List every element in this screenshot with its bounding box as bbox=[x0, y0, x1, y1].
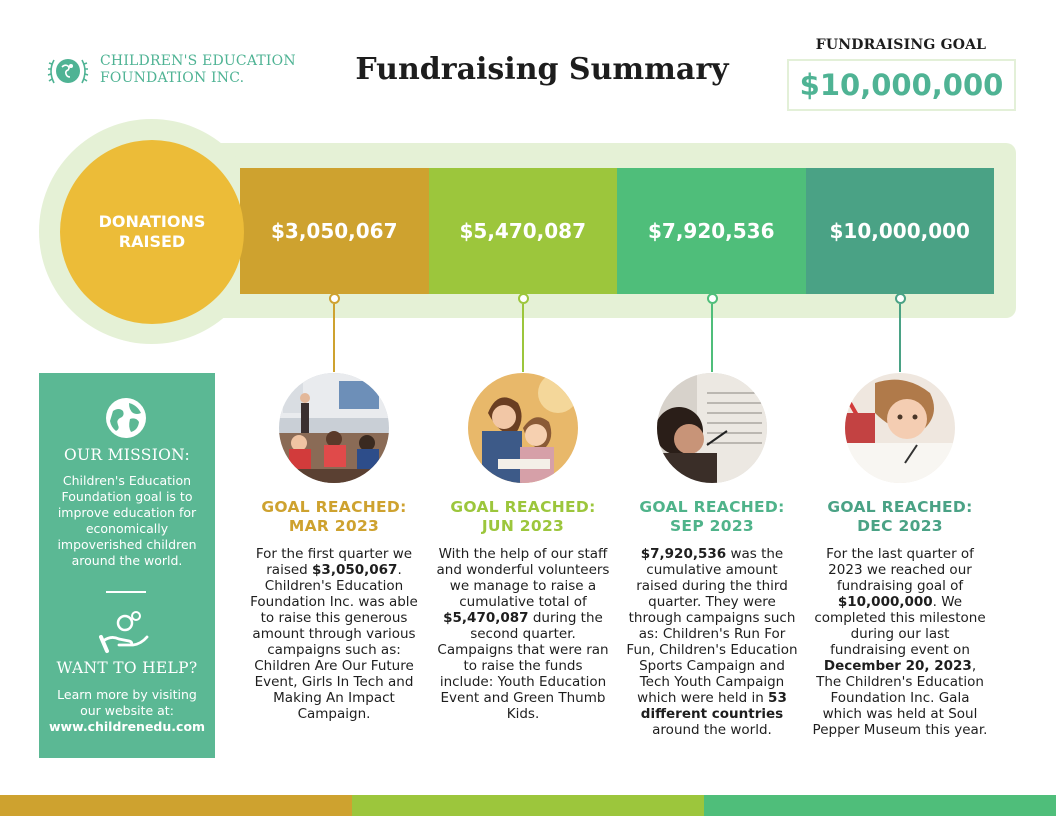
mission-text: Children's Education Foundation goal is to improve education for economically impoverished children around the world. bbox=[57, 473, 197, 568]
connector-dot-q4 bbox=[895, 293, 906, 304]
milestone-q3-title-line1: GOAL REACHED: bbox=[639, 498, 785, 516]
milestone-q4-description bbox=[812, 546, 988, 738]
mission-heading: OUR MISSION: bbox=[64, 446, 190, 464]
drawing-child-photo bbox=[845, 373, 955, 483]
connector-line-q1 bbox=[333, 304, 335, 372]
help-heading: WANT TO HELP? bbox=[56, 659, 198, 677]
milestone-q1-description bbox=[246, 546, 422, 722]
milestone-q2 bbox=[435, 498, 611, 722]
milestone-q1 bbox=[246, 498, 422, 722]
text-run: . We completed this milestone during our last fundraising event on bbox=[814, 594, 986, 658]
fundraising-goal-box bbox=[787, 59, 1016, 111]
milestone-q4-title-line1: GOAL REACHED: bbox=[827, 498, 973, 516]
highlight-countries: 53 different countries bbox=[640, 690, 787, 722]
milestone-q2-date: JUN 2023 bbox=[481, 517, 565, 535]
text-run: was the cumulative amount raised during the third quarter. They were through campaigns such as: Children's Run For Fun, Children's Education Sports Campaign and Tech Youth Campaign which were held in bbox=[626, 546, 798, 706]
progress-segments bbox=[240, 168, 994, 294]
milestone-q2-title-line1: GOAL REACHED: bbox=[450, 498, 596, 516]
fundraising-goal-label: FUNDRAISING GOAL bbox=[815, 37, 987, 53]
highlight-date: December 20, 2023 bbox=[823, 658, 972, 674]
text-run: during the second quarter. Campaigns that were ran to raise the funds include: Youth Education Event and Green Thumb Kids. bbox=[437, 610, 609, 722]
mission-sidebar bbox=[39, 373, 215, 758]
hand-giving-coin-icon bbox=[99, 611, 153, 655]
highlight-amount: $7,920,536 bbox=[640, 546, 727, 562]
milestone-q4-date: DEC 2023 bbox=[857, 517, 943, 535]
segment-q4: $10,000,000 bbox=[806, 168, 995, 294]
segment-q2: $5,470,087 bbox=[429, 168, 618, 294]
org-name-line2: FOUNDATION INC. bbox=[100, 70, 245, 86]
donations-raised-circle bbox=[60, 140, 244, 324]
milestone-q3 bbox=[624, 498, 800, 738]
connector-dot-q3 bbox=[707, 293, 718, 304]
org-name-line1: CHILDREN'S EDUCATION bbox=[100, 53, 296, 69]
help-text: Learn more by visiting our website at: bbox=[57, 687, 197, 718]
text-run: , The Children's Education Foundation Inc. Gala which was held at Soul Pepper Museum this year. bbox=[812, 658, 988, 738]
classroom-photo bbox=[279, 373, 389, 483]
text-run: around the world. bbox=[652, 722, 772, 738]
organization-logo bbox=[46, 52, 306, 92]
sidebar-divider bbox=[106, 591, 146, 593]
page-title: Fundraising Summary bbox=[355, 52, 729, 87]
stripe-gold bbox=[0, 795, 352, 816]
segment-q1: $3,050,067 bbox=[240, 168, 429, 294]
text-run: With the help of our staff and wonderful volunteers we manage to raise a cumulative total of bbox=[436, 546, 610, 610]
milestone-q2-description bbox=[435, 546, 611, 722]
milestone-q3-description bbox=[624, 546, 800, 738]
text-run: For the first quarter we raised bbox=[255, 546, 413, 578]
donations-raised-label: DONATIONS RAISED bbox=[98, 212, 206, 251]
website-link[interactable]: www.childrenedu.com bbox=[49, 719, 206, 734]
connector-dot-q1 bbox=[329, 293, 340, 304]
stripe-green bbox=[704, 795, 1056, 816]
globe-wreath-icon bbox=[46, 52, 90, 90]
text-run: For the last quarter of 2023 we reached our fundraising goal of bbox=[826, 546, 974, 594]
organization-name bbox=[100, 53, 296, 87]
milestone-q4 bbox=[812, 498, 988, 738]
highlight-amount: $5,470,087 bbox=[443, 610, 529, 626]
stripe-lime bbox=[352, 795, 704, 816]
highlight-amount: $3,050,067 bbox=[312, 562, 398, 578]
writing-boy-photo bbox=[657, 373, 767, 483]
text-run: . Children's Education Foundation Inc. was able to raise this generous amount through various campaigns such as: Children Are Our Future Event, Girls In Tech and Making An Impact Campaign. bbox=[250, 562, 418, 722]
milestone-q2-title bbox=[435, 498, 611, 536]
milestone-q4-title bbox=[812, 498, 988, 536]
milestone-q3-title bbox=[624, 498, 800, 536]
milestone-q1-date: MAR 2023 bbox=[288, 517, 380, 535]
connector-dot-q2 bbox=[518, 293, 529, 304]
milestone-q1-title-line1: GOAL REACHED: bbox=[261, 498, 407, 516]
highlight-amount: $10,000,000 bbox=[837, 594, 933, 610]
globe-icon bbox=[105, 397, 147, 439]
connector-line-q2 bbox=[522, 304, 524, 372]
reading-children-photo bbox=[468, 373, 578, 483]
footer-color-stripe bbox=[0, 795, 1056, 816]
milestone-q3-date: SEP 2023 bbox=[669, 517, 755, 535]
fundraising-goal-value: $10,000,000 bbox=[799, 68, 1004, 102]
connector-line-q4 bbox=[899, 304, 901, 372]
milestone-q1-title bbox=[246, 498, 422, 536]
connector-line-q3 bbox=[711, 304, 713, 372]
segment-q3: $7,920,536 bbox=[617, 168, 806, 294]
